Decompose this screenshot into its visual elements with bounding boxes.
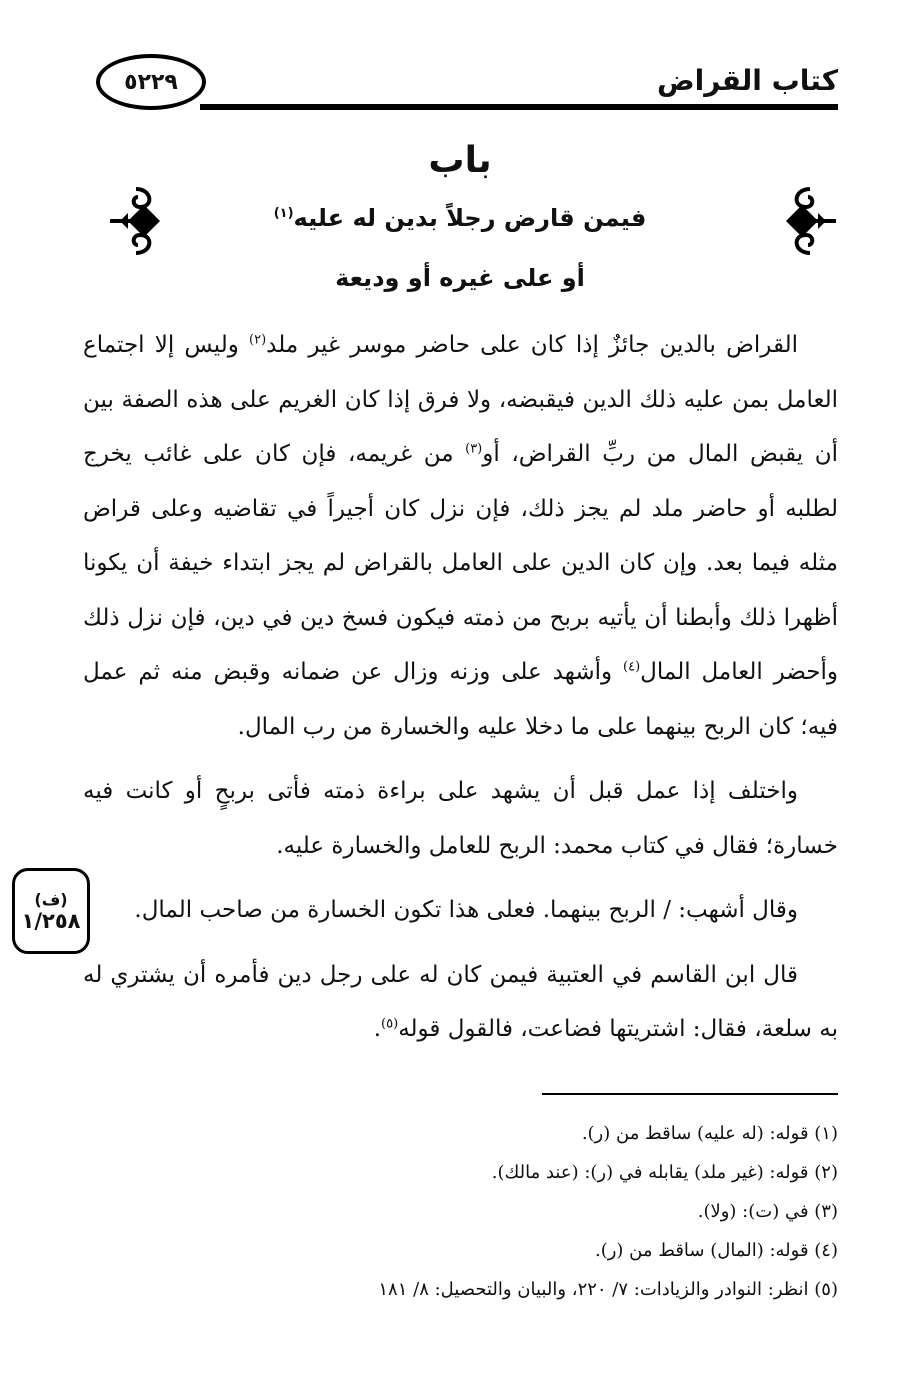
footnote-marker: (٢) — [249, 332, 267, 348]
footnote-marker: (٣) — [465, 441, 483, 457]
section-heading-line-1 — [0, 204, 920, 232]
footnote: (٢) قوله: (غير ملد) يقابله في (ر): (عند مالك). — [491, 1162, 838, 1183]
paragraph-text: قال ابن القاسم في العتبية فيمن كان له على رجل دين فأمره أن يشتري له به سلعة، فقال: اشتريتها فضاعت، فالقول قوله — [83, 961, 838, 1042]
paragraph-text: وأشهد على وزنه وزال عن ضمانه وقبض منه ثم عمل فيه؛ كان الربح بينهما على ما دخلا عليه والخسارة من رب المال. — [83, 659, 838, 740]
footnote-divider — [542, 1093, 838, 1095]
footnote: (٥) انظر: النوادر والزيادات: ٧/ ٢٢٠، والبيان والتحصيل: ٨/ ١٨١ — [378, 1279, 838, 1300]
main-text — [83, 318, 838, 1067]
paragraph: واختلف إذا عمل قبل أن يشهد على براءة ذمته فأتى بربحٍ أو كانت فيه خسارة؛ فقال في كتاب محمد: الربح للعامل والخسارة عليه. — [83, 778, 838, 859]
page-number-badge — [96, 54, 206, 110]
paragraph — [83, 948, 838, 1057]
folio-label: (ف) — [34, 889, 68, 909]
footnote-marker: (٤) — [623, 659, 641, 675]
paragraph-text: من غريمه، فإن كان على غائب يخرج لطلبه أو حاضر ملد لم يجز ذلك، فإن نزل كان أجيراً في تقاضيه وعلى قراض مثله فيما بعد. وإن كان الدين على العامل بالقراض لم يجز ابتداء خيفة أن يكونا أظهرا ذلك وأبطنا أن يأتيه بربح من ذمته فيكون فسخ دين في دين، فإن نزل ذلك وأحضر العامل المال — [83, 441, 838, 685]
paragraph: وقال أشهب: / الربح بينهما. فعلى هذا تكون الخسارة من صاحب المال. — [134, 897, 798, 923]
footnote-marker: (١) — [273, 206, 294, 221]
paragraph-text: القراض بالدين جائزٌ إذا كان على حاضر موسر غير ملد — [266, 332, 798, 358]
paragraph-text: وليس إلا اجتماع العامل بمن عليه ذلك الدين فيقبضه، ولا فرق إذا كان الغريم على هذه الصفة بين أن يقبض المال من ربِّ القراض، أو — [83, 332, 838, 467]
chapter-title: باب — [428, 140, 492, 181]
header-rule — [200, 104, 838, 110]
section-heading-line-2: أو على غيره أو وديعة — [335, 264, 585, 292]
footnote: (١) قوله: (له عليه) ساقط من (ر). — [581, 1123, 838, 1144]
paragraph-text: . — [373, 1016, 382, 1042]
footnote: (٤) قوله: (المال) ساقط من (ر). — [595, 1240, 838, 1261]
paragraph — [83, 318, 838, 754]
page-number: ٥٢٢٩ — [124, 69, 178, 95]
running-header-title: كتاب القراض — [656, 64, 838, 97]
section-heading-text: فيمن قارض رجلاً بدين له عليه — [293, 204, 647, 232]
manuscript-folio-marker — [12, 868, 90, 954]
footnote-marker: (٥) — [381, 1016, 399, 1032]
folio-ref: ١/٢٥٨ — [21, 908, 81, 933]
footnotes-list — [238, 1114, 838, 1309]
footnote: (٣) في (ت): (ولا). — [697, 1201, 838, 1222]
